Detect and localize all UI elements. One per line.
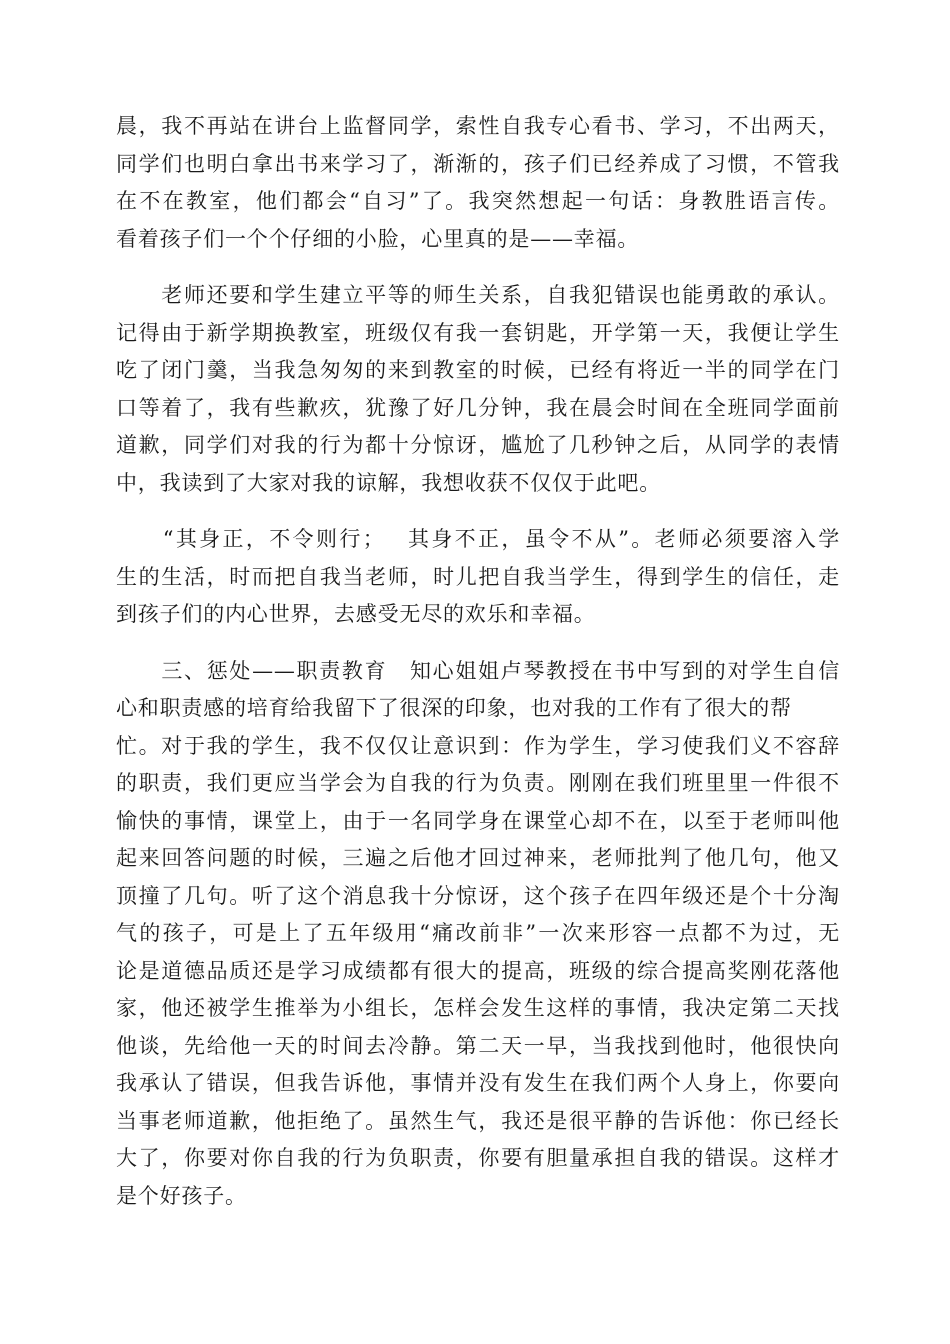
paragraph-line: 顶撞了几句。听了这个消息我十分惊讶，这个孩子在四年级还是个十分淘 [116, 883, 840, 908]
paragraph-line: 论是道德品质还是学习成绩都有很大的提高，班级的综合提高奖刚花落他 [116, 958, 840, 983]
paragraph-gap [116, 258, 840, 277]
paragraph-line: 的职责，我们更应当学会为自我的行为负责。刚刚在我们班里里一件很不 [116, 771, 840, 795]
paragraph-line: 三、惩处——职责教育 知心姐姐卢琴教授在书中写到的对学生自信 [116, 658, 840, 683]
paragraph-line: 记得由于新学期换教室，班级仅有我一套钥匙，开学第一天，我便让学生 [116, 320, 840, 345]
paragraph-line: 气的孩子，可是上了五年级用“痛改前非”一次来形容一点都不为过，无 [116, 921, 840, 945]
paragraph-line: 家，他还被学生推举为小组长，怎样会发生这样的事情，我决定第二天找 [116, 996, 840, 1020]
paragraph-gap [116, 634, 840, 653]
paragraph-line: 中，我读到了大家对我的谅解，我想收获不仅仅于此吧。 [116, 470, 661, 495]
paragraph-line: 心和职责感的培育给我留下了很深的印象，也对我的工作有了很大的帮 [116, 696, 792, 720]
paragraph-line: “其身正，不令则行； 其身不正，虽令不从”。老师必须要溶入学 [116, 527, 840, 551]
document-body [116, 108, 840, 1215]
paragraph-line: 我承认了错误，但我告诉他，事情并没有发生在我们两个人身上，你要向 [116, 1071, 840, 1095]
paragraph-line: 大了，你要对你自我的行为负职责，你要有胆量承担自我的错误。这样才 [116, 1146, 840, 1170]
paragraph-line: 他谈，先给他一天的时间去冷静。第二天一早，当我找到他时，他很快向 [116, 1033, 840, 1058]
paragraph-1 [116, 108, 840, 258]
paragraph-line: 忙。对于我的学生，我不仅仅让意识到：作为学生，学习使我们义不容辞 [116, 733, 840, 758]
paragraph-line: 同学们也明白拿出书来学习了，渐渐的，孩子们已经养成了习惯，不管我 [116, 151, 840, 176]
paragraph-line: 晨，我不再站在讲台上监督同学，索性自我专心看书、学习，不出两天， [116, 114, 840, 138]
paragraph-line: 老师还要和学生建立平等的师生关系，自我犯错误也能勇敢的承认。 [116, 283, 840, 307]
paragraph-line: 口等着了，我有些歉疚，犹豫了好几分钟，我在晨会时间在全班同学面前 [116, 395, 840, 420]
paragraph-line: 是个好孩子。 [116, 1183, 247, 1208]
paragraph-line: 生的生活，时而把自我当老师，时儿把自我当学生，得到学生的信任，走 [116, 564, 840, 589]
paragraph-line: 在不在教室，他们都会“自习”了。我突然想起一句话：身教胜语言传。 [116, 189, 840, 213]
paragraph-line: 起来回答问题的时候，三遍之后他才回过神来，老师批判了他几句，他又 [116, 846, 840, 870]
paragraph-line: 吃了闭门羹，当我急匆匆的来到教室的时候，已经有将近一半的同学在门 [116, 358, 840, 382]
paragraph-4 [116, 653, 840, 1216]
paragraph-line: 道歉，同学们对我的行为都十分惊讶，尴尬了几秒钟之后，从同学的表情 [116, 433, 840, 457]
paragraph-line: 愉快的事情，课堂上，由于一名同学身在课堂心却不在，以至于老师叫他 [116, 808, 840, 833]
paragraph-line: 看着孩子们一个个仔细的小脸，心里真的是——幸福。 [116, 226, 640, 251]
paragraph-gap [116, 502, 840, 521]
paragraph-2 [116, 277, 840, 502]
paragraph-3 [116, 521, 840, 634]
paragraph-line: 到孩子们的内心世界，去感受无尽的欢乐和幸福。 [116, 602, 596, 626]
paragraph-line: 当事老师道歉，他拒绝了。虽然生气，我还是很平静的告诉他：你已经长 [116, 1108, 840, 1133]
